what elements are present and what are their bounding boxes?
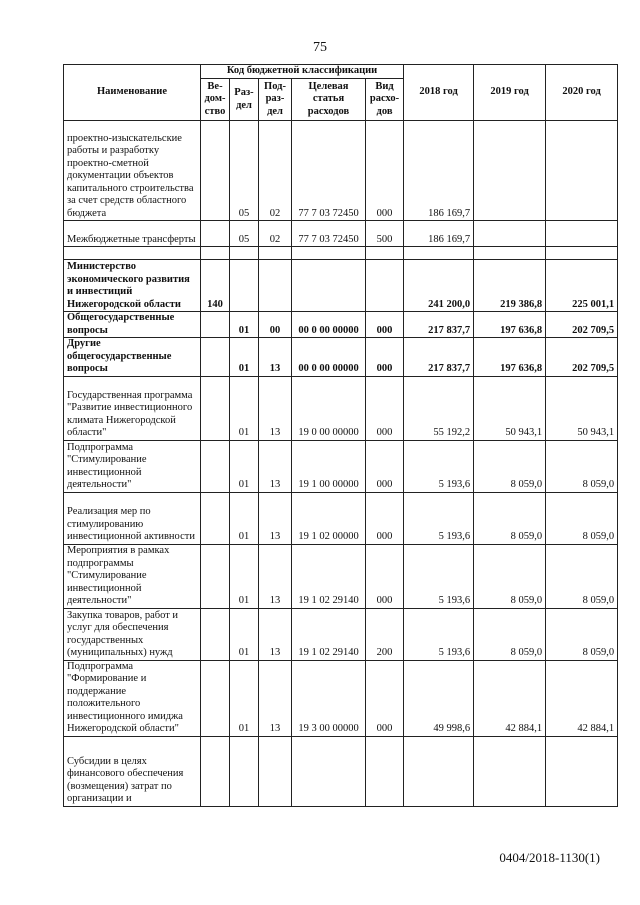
table-row <box>64 492 618 544</box>
cell-vid: 000 <box>366 338 404 377</box>
table-row <box>64 660 618 736</box>
cell-tsel <box>292 247 366 260</box>
cell-y2019: 8 059,0 <box>474 608 546 660</box>
header-name: Наименование <box>64 65 201 121</box>
cell-y2018 <box>404 247 474 260</box>
table-row <box>64 312 618 338</box>
cell-ved <box>201 312 230 338</box>
cell-y2019 <box>474 121 546 221</box>
table-row <box>64 121 618 221</box>
cell-y2019: 8 059,0 <box>474 544 546 608</box>
header-razdel: Раз- дел <box>230 79 259 121</box>
cell-podrazdel: 13 <box>259 544 292 608</box>
cell-vid: 000 <box>366 121 404 221</box>
cell-y2018 <box>404 736 474 806</box>
header-budget-code-group: Код бюджетной классификации <box>201 65 404 79</box>
cell-ved: 140 <box>201 260 230 312</box>
cell-tsel <box>292 260 366 312</box>
cell-y2019: 8 059,0 <box>474 440 546 492</box>
cell-y2020: 8 059,0 <box>546 608 618 660</box>
cell-y2018: 5 193,6 <box>404 440 474 492</box>
header-2018: 2018 год <box>404 65 474 121</box>
cell-podrazdel: 02 <box>259 121 292 221</box>
cell-tsel: 77 7 03 72450 <box>292 221 366 247</box>
cell-tsel: 19 1 00 00000 <box>292 440 366 492</box>
cell-y2018: 5 193,6 <box>404 492 474 544</box>
cell-podrazdel: 02 <box>259 221 292 247</box>
cell-y2020 <box>546 221 618 247</box>
cell-name: проектно-изыскательские работы и разработку проектно-сметной документации объектов капитального строительства за счет средств областного бюджета <box>64 121 201 221</box>
cell-ved <box>201 376 230 440</box>
cell-y2019 <box>474 736 546 806</box>
cell-razdel: 01 <box>230 492 259 544</box>
cell-y2020 <box>546 247 618 260</box>
header-podrazdel: Под- раз- дел <box>259 79 292 121</box>
cell-ved <box>201 338 230 377</box>
cell-tsel: 19 0 00 00000 <box>292 376 366 440</box>
cell-ved <box>201 660 230 736</box>
cell-razdel <box>230 736 259 806</box>
cell-y2019: 8 059,0 <box>474 492 546 544</box>
cell-y2020 <box>546 736 618 806</box>
cell-y2020: 8 059,0 <box>546 544 618 608</box>
cell-ved <box>201 492 230 544</box>
cell-ved <box>201 121 230 221</box>
cell-ved <box>201 247 230 260</box>
table-row <box>64 736 618 806</box>
cell-name <box>64 247 201 260</box>
cell-y2019: 219 386,8 <box>474 260 546 312</box>
document-code: 0404/2018-1130(1) <box>499 850 600 865</box>
cell-ved <box>201 544 230 608</box>
cell-y2019: 42 884,1 <box>474 660 546 736</box>
table-row <box>64 440 618 492</box>
cell-y2019: 50 943,1 <box>474 376 546 440</box>
cell-vid <box>366 260 404 312</box>
budget-table <box>63 64 618 807</box>
cell-y2018: 217 837,7 <box>404 312 474 338</box>
cell-name: Межбюджетные трансферты <box>64 221 201 247</box>
cell-y2020: 8 059,0 <box>546 492 618 544</box>
cell-y2020: 8 059,0 <box>546 440 618 492</box>
header-2020: 2020 год <box>546 65 618 121</box>
cell-razdel: 05 <box>230 221 259 247</box>
cell-y2018: 55 192,2 <box>404 376 474 440</box>
cell-podrazdel: 13 <box>259 440 292 492</box>
table-row <box>64 376 618 440</box>
cell-vid: 000 <box>366 312 404 338</box>
cell-vid <box>366 247 404 260</box>
header-ved: Ве- дом- ство <box>201 79 230 121</box>
cell-tsel: 19 1 02 29140 <box>292 544 366 608</box>
cell-tsel: 19 3 00 00000 <box>292 660 366 736</box>
cell-y2020: 202 709,5 <box>546 312 618 338</box>
cell-razdel: 01 <box>230 544 259 608</box>
table-row <box>64 608 618 660</box>
cell-y2020 <box>546 121 618 221</box>
cell-name: Закупка товаров, работ и услуг для обеспечения государственных (муниципальных) нужд <box>64 608 201 660</box>
cell-y2019 <box>474 221 546 247</box>
cell-tsel: 00 0 00 00000 <box>292 312 366 338</box>
cell-y2018: 186 169,7 <box>404 221 474 247</box>
cell-razdel: 05 <box>230 121 259 221</box>
cell-podrazdel <box>259 736 292 806</box>
table-row <box>64 221 618 247</box>
table-row <box>64 338 618 377</box>
cell-tsel <box>292 736 366 806</box>
cell-vid: 200 <box>366 608 404 660</box>
cell-podrazdel: 13 <box>259 492 292 544</box>
cell-name: Министерство экономического развития и инвестиций Нижегородской области <box>64 260 201 312</box>
cell-vid: 000 <box>366 376 404 440</box>
header-2019: 2019 год <box>474 65 546 121</box>
cell-vid <box>366 736 404 806</box>
cell-tsel: 77 7 03 72450 <box>292 121 366 221</box>
cell-podrazdel <box>259 260 292 312</box>
cell-y2019: 197 636,8 <box>474 312 546 338</box>
cell-ved <box>201 221 230 247</box>
cell-razdel: 01 <box>230 312 259 338</box>
cell-razdel: 01 <box>230 376 259 440</box>
cell-y2018: 5 193,6 <box>404 608 474 660</box>
cell-y2020: 42 884,1 <box>546 660 618 736</box>
header-vid-raskhodov: Вид расхо- дов <box>366 79 404 121</box>
cell-y2019: 197 636,8 <box>474 338 546 377</box>
cell-podrazdel: 00 <box>259 312 292 338</box>
cell-podrazdel: 13 <box>259 338 292 377</box>
cell-vid: 000 <box>366 544 404 608</box>
cell-tsel: 19 1 02 29140 <box>292 608 366 660</box>
page-number: 75 <box>313 40 327 55</box>
table-row <box>64 247 618 260</box>
cell-ved <box>201 440 230 492</box>
cell-name: Государственная программа "Развитие инвестиционного климата Нижегородской области" <box>64 376 201 440</box>
cell-vid: 000 <box>366 660 404 736</box>
cell-vid: 500 <box>366 221 404 247</box>
cell-ved <box>201 608 230 660</box>
cell-razdel: 01 <box>230 608 259 660</box>
cell-razdel <box>230 247 259 260</box>
cell-podrazdel: 13 <box>259 608 292 660</box>
cell-razdel: 01 <box>230 440 259 492</box>
cell-name: Подпрограмма "Стимулирование инвестиционной деятельности" <box>64 440 201 492</box>
cell-y2018: 186 169,7 <box>404 121 474 221</box>
cell-name: Общегосударственные вопросы <box>64 312 201 338</box>
cell-razdel: 01 <box>230 660 259 736</box>
header-tselevaya-statya: Целевая статья расходов <box>292 79 366 121</box>
cell-y2018: 5 193,6 <box>404 544 474 608</box>
cell-y2019 <box>474 247 546 260</box>
cell-name: Мероприятия в рамках подпрограммы "Стимулирование инвестиционной деятельности" <box>64 544 201 608</box>
table-row <box>64 260 618 312</box>
cell-ved <box>201 736 230 806</box>
cell-name: Субсидии в целях финансового обеспечения (возмещения) затрат по организации и <box>64 736 201 806</box>
cell-vid: 000 <box>366 440 404 492</box>
cell-y2020: 50 943,1 <box>546 376 618 440</box>
cell-tsel: 19 1 02 00000 <box>292 492 366 544</box>
cell-razdel <box>230 260 259 312</box>
cell-name: Другие общегосударственные вопросы <box>64 338 201 377</box>
table-row <box>64 544 618 608</box>
cell-y2020: 202 709,5 <box>546 338 618 377</box>
cell-name: Подпрограмма "Формирование и поддержание положительного инвестиционного имиджа Нижегородской области" <box>64 660 201 736</box>
cell-name: Реализация мер по стимулированию инвестиционной активности <box>64 492 201 544</box>
cell-vid: 000 <box>366 492 404 544</box>
cell-podrazdel: 13 <box>259 660 292 736</box>
cell-razdel: 01 <box>230 338 259 377</box>
cell-y2020: 225 001,1 <box>546 260 618 312</box>
cell-y2018: 241 200,0 <box>404 260 474 312</box>
cell-y2018: 49 998,6 <box>404 660 474 736</box>
cell-podrazdel: 13 <box>259 376 292 440</box>
cell-y2018: 217 837,7 <box>404 338 474 377</box>
cell-tsel: 00 0 00 00000 <box>292 338 366 377</box>
cell-podrazdel <box>259 247 292 260</box>
